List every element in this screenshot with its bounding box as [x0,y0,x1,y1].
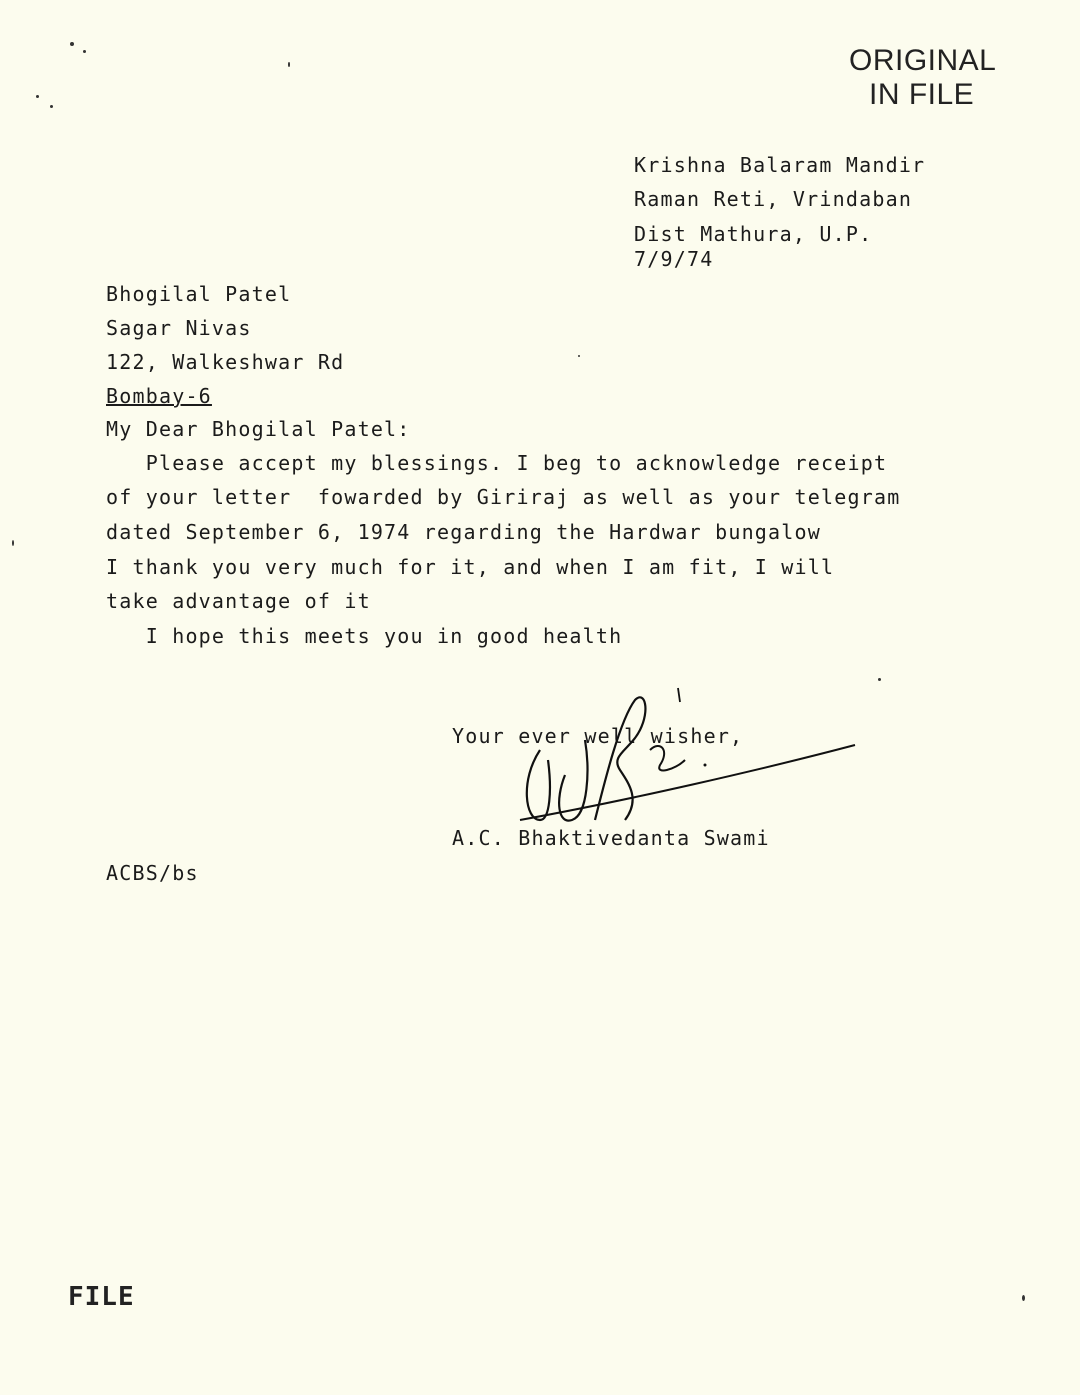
file-mark: FILE [68,1282,135,1312]
closing: Your ever well wisher, [452,724,744,748]
scan-speck [83,50,86,53]
scan-speck [878,678,881,681]
original-in-file-stamp [849,44,996,112]
recipient-city: Bombay-6 [106,384,212,408]
scan-speck [578,355,580,357]
letter-date: 7/9/74 [634,247,714,271]
scan-speck [70,42,74,46]
salutation: My Dear Bhogilal Patel: [106,417,411,441]
scan-speck [36,95,39,98]
stamp-line-2: IN FILE [869,78,975,111]
scan-speck [288,62,290,67]
body-line: I hope this meets you in good health [106,624,623,648]
scan-speck [12,540,14,546]
recipient-street: 122, Walkeshwar Rd [106,350,345,374]
body-line: of your letter fowarded by Giriraj as well as your telegram [106,485,901,509]
recipient-name: Bhogilal Patel [106,282,292,306]
sender-address-line-2: Raman Reti, Vrindaban [634,187,913,211]
recipient-building: Sagar Nivas [106,316,252,340]
body-line: Please accept my blessings. I beg to acknowledge receipt [106,451,888,475]
reference-initials: ACBS/bs [106,861,199,885]
body-line: take advantage of it [106,589,371,613]
stamp-line-1: ORIGINAL [849,44,997,77]
handwritten-signature [510,680,870,830]
signatory-name: A.C. Bhaktivedanta Swami [452,826,770,850]
scan-speck [50,105,53,108]
body-line: I thank you very much for it, and when I am fit, I will [106,555,835,579]
body-line: dated September 6, 1974 regarding the Hardwar bungalow [106,520,822,544]
sender-address-line-3: Dist Mathura, U.P. [634,222,873,246]
scan-speck [1022,1295,1025,1301]
sender-address-line-1: Krishna Balaram Mandir [634,153,926,177]
